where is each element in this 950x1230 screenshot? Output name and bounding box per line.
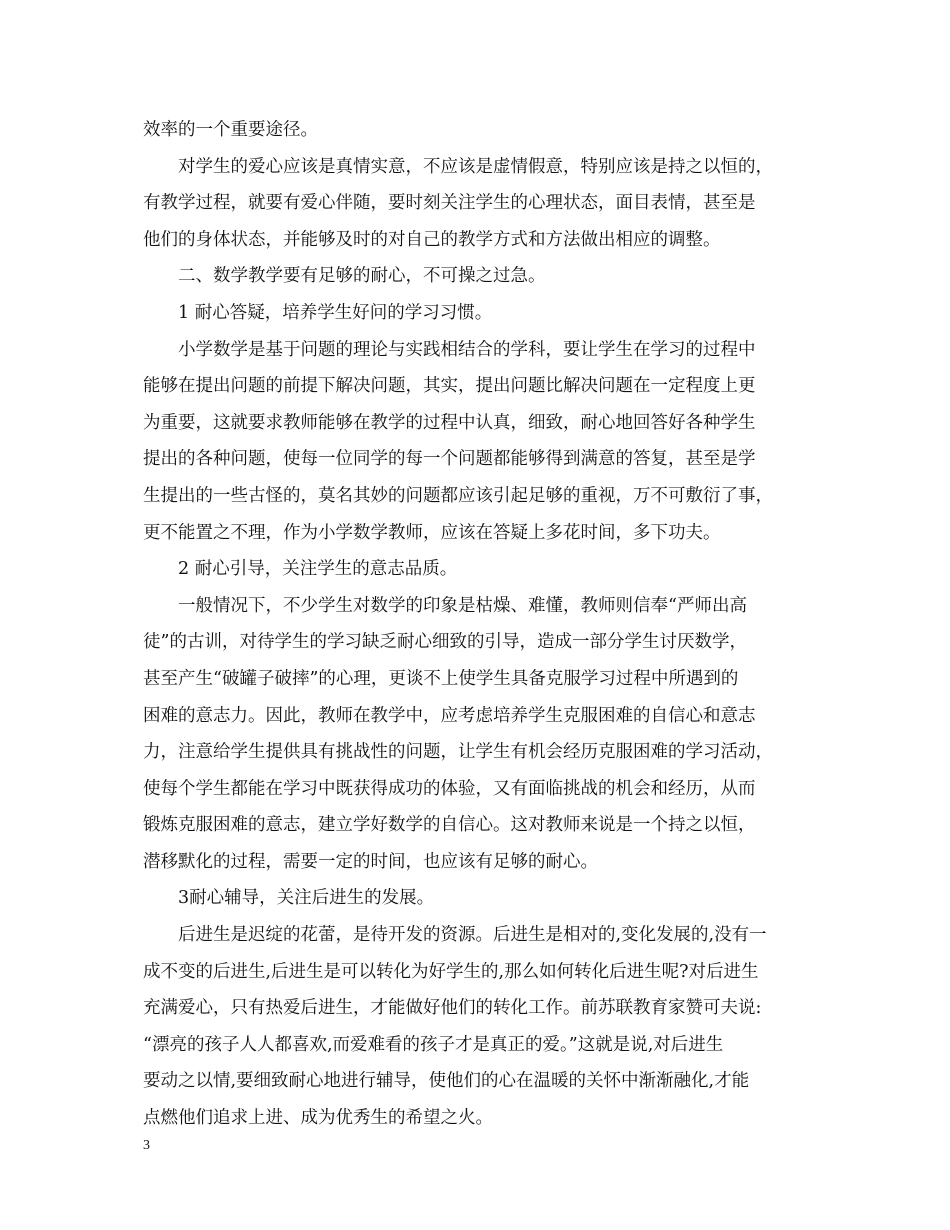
text-line: 点燃他们追求上进、成为优秀生的希望之火。	[143, 1108, 493, 1129]
text-line: 他们的身体状态，并能够及时的对自己的教学方式和方法做出相应的调整。	[143, 229, 721, 250]
text-line: 为重要，这就要求教师能够在教学的过程中认真，细致，耐心地回答好各种学生	[143, 412, 756, 433]
text-line: 甚至产生“破罐子破摔”的心理，更谈不上使学生具备克服学习过程中所遇到的	[143, 668, 739, 689]
text-line: 能够在提出问题的前提下解决问题，其实，提出问题比解决问题在一定程度上更	[143, 376, 756, 397]
text-line: 困难的意志力。因此，教师在教学中，应考虑培养学生克服困难的自信心和意志	[143, 705, 756, 726]
text-line: 后进生是迟绽的花蕾，是待开发的资源。后进生是相对的,变化发展的,没有一	[178, 925, 767, 946]
text-line: 徒”的古训，对待学生的学习缺乏耐心细致的引导，造成一部分学生讨厌数学，	[143, 632, 747, 653]
text-line: 二、数学教学要有足够的耐心，不可操之过急。	[178, 266, 546, 287]
text-line: 充满爱心，只有热爱后进生，才能做好他们的转化工作。前苏联教育家赞可夫说:	[143, 998, 762, 1019]
text-line: 2 耐心引导，关注学生的意志品质。	[178, 559, 458, 580]
text-line: 要动之以情,要细致耐心地进行辅导，使他们的心在温暖的关怀中渐渐融化,才能	[143, 1071, 750, 1092]
text-line: 潜移默化的过程，需要一定的时间，也应该有足够的耐心。	[143, 851, 598, 872]
text-line: 使每个学生都能在学习中既获得成功的体验，又有面临挑战的机会和经历，从而	[143, 778, 756, 799]
text-line: 1 耐心答疑，培养学生好问的学习习惯。	[178, 302, 493, 323]
text-line: 成不变的后进生,后进生是可以转化为好学生的,那么如何转化后进生呢?对后进生	[143, 961, 759, 982]
text-line: 有教学过程，就要有爱心伴随，要时刻关注学生的心理状态，面目表情，甚至是	[143, 193, 756, 214]
text-line: 生提出的一些古怪的，莫名其妙的问题都应该引起足够的重视，万不可敷衍了事，	[143, 485, 773, 506]
text-line: 一般情况下，不少学生对数学的印象是枯燥、难懂，教师则信奉“严师出高	[178, 595, 747, 616]
text-line: 效率的一个重要途径。	[143, 120, 318, 140]
text-line: 提出的各种问题，使每一位同学的每一个问题都能够得到满意的答复，甚至是学	[143, 449, 756, 470]
text-line: 3耐心辅导，关注后进生的发展。	[178, 888, 435, 909]
text-line: 对学生的爱心应该是真情实意，不应该是虚情假意，特别应该是持之以恒的，	[178, 156, 773, 177]
text-line: 小学数学是基于问题的理论与实践相结合的学科，要让学生在学习的过程中	[178, 339, 756, 360]
body-text	[143, 112, 823, 1137]
text-line: “漂亮的孩子人人都喜欢,而爱难看的孩子才是真正的爱。”这就是说,对后进生	[143, 1034, 724, 1055]
page-number: 3	[143, 1138, 150, 1153]
text-line: 锻炼克服困难的意志，建立学好数学的自信心。这对教师来说是一个持之以恒，	[143, 815, 756, 836]
text-line: 更不能置之不理，作为小学数学教师，应该在答疑上多花时间，多下功夫。	[143, 522, 721, 543]
text-line: 力，注意给学生提供具有挑战性的问题，让学生有机会经历克服困难的学习活动，	[143, 742, 773, 763]
